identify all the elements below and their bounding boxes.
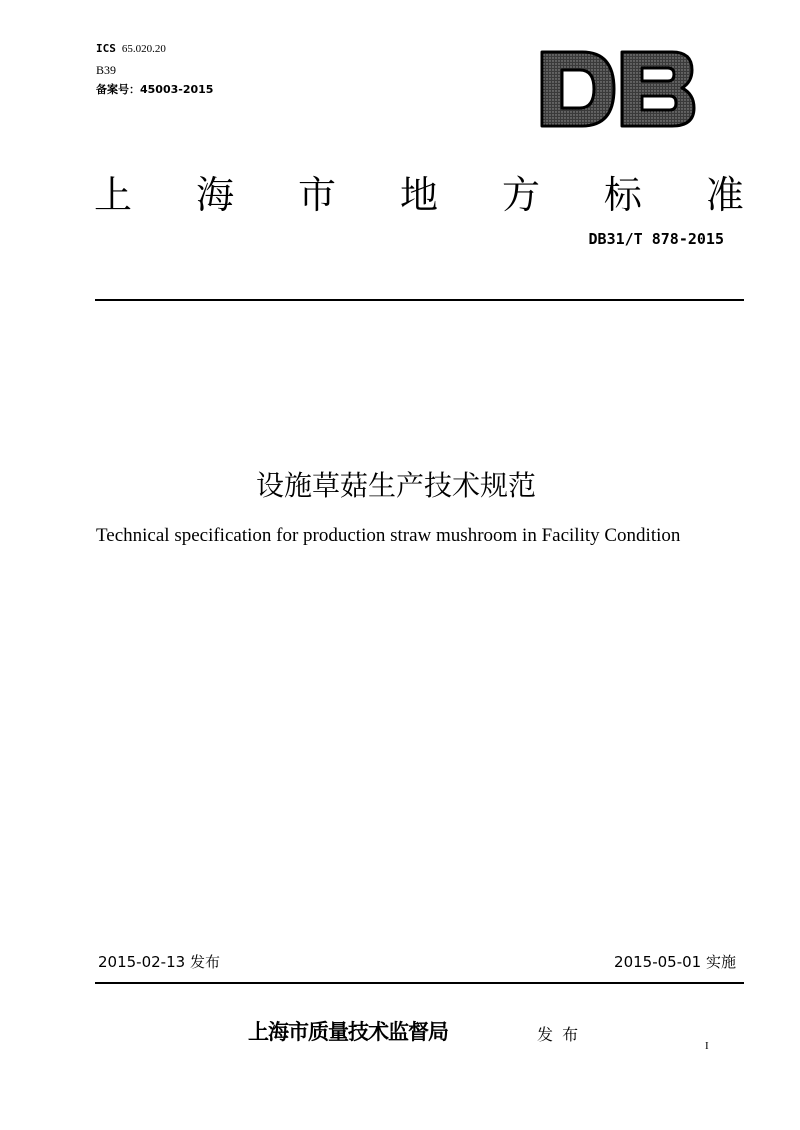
standard-type-char: 方: [501, 173, 540, 217]
standard-type-char: 标: [603, 173, 642, 217]
standard-type-char: 上: [94, 173, 133, 217]
issuing-action: 发 布: [537, 1025, 579, 1044]
standard-type-char: 海: [195, 173, 234, 217]
document-title-english: Technical specification for production straw mushroom in Facility Condition: [96, 525, 681, 546]
standard-type-char: 市: [297, 173, 336, 217]
ics-classification: [96, 42, 166, 56]
standard-type-char: 地: [399, 173, 438, 217]
implementation-date: 2015-05-01 实施: [614, 953, 736, 971]
ics-label: ICS: [96, 42, 116, 55]
page-number: I: [705, 1040, 709, 1052]
issuing-authority: 上海市质量技术监督局: [248, 1020, 448, 1044]
standard-number: DB31/T 878-2015: [588, 230, 724, 248]
standard-type-char: 准: [705, 173, 744, 217]
ics-code: 65.020.20: [121, 43, 166, 55]
record-number: 备案号：45003-2015: [96, 83, 214, 96]
issue-date: 2015-02-13 发布: [98, 953, 220, 971]
db-logo: [540, 48, 696, 130]
header-divider: [95, 299, 744, 301]
document-title-chinese: 设施草菇生产技术规范: [255, 469, 536, 502]
ccs-code: B39: [96, 63, 117, 77]
footer-divider: [95, 982, 744, 984]
standard-type-heading: [94, 170, 744, 220]
